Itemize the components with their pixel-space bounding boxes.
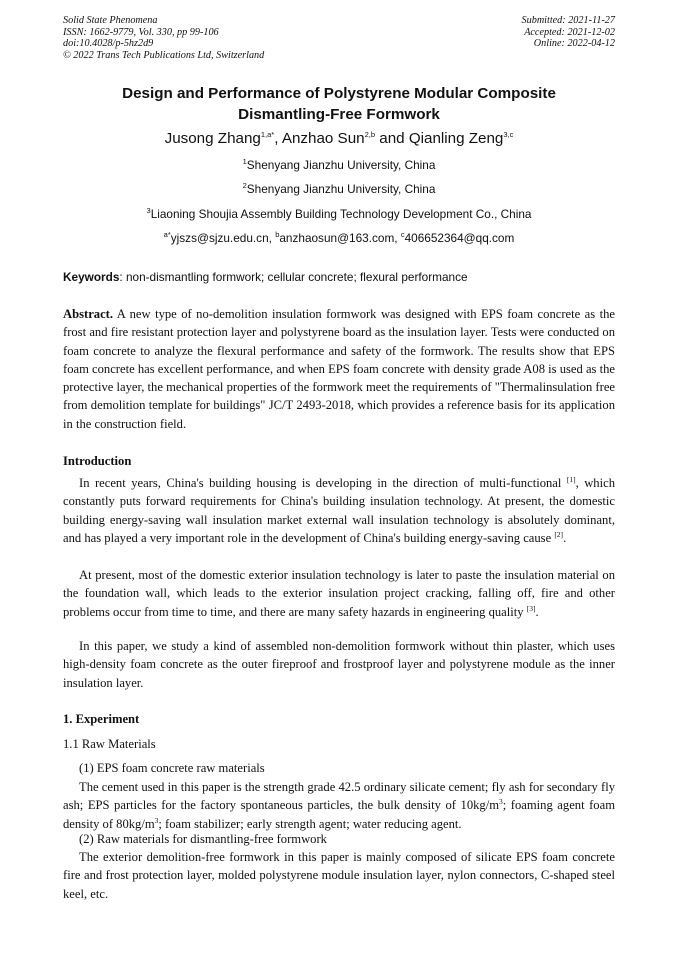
citation: [3]	[526, 603, 536, 613]
author-3: Qianling Zeng	[408, 130, 504, 147]
abstract-label: Abstract.	[63, 307, 114, 321]
paragraph-text: ; foaming agent foam density of 80kg/m	[63, 798, 615, 831]
keywords	[63, 270, 615, 284]
paragraph-text: In recent years, China's building housing is developing in the direction of multi-functional	[79, 476, 567, 490]
paper-title	[63, 83, 615, 125]
journal-copyright: © 2022 Trans Tech Publications Ltd, Switzerland	[63, 49, 265, 61]
affiliation-1	[63, 158, 615, 172]
online-date: Online: 2022-04-12	[533, 38, 615, 50]
paragraph-text: The cement used in this paper is the strength grade 42.5 ordinary silicate cement; fly ash for secondary fly ash; EPS particles for the factory spontaneous particles, the bulk density of 10kg/m	[63, 780, 615, 813]
email-marker: b	[275, 230, 280, 240]
title-line-2: Dismantling-Free Formwork	[238, 106, 440, 123]
affiliation-text: Shenyang Jianzhu University, China	[246, 182, 436, 196]
raw-materials-paragraph-1	[63, 778, 615, 833]
author-separator: and	[375, 130, 409, 147]
section-heading-experiment: 1. Experiment	[63, 712, 140, 726]
subsection-heading-raw-materials: 1.1 Raw Materials	[63, 737, 156, 751]
citation: [1]	[566, 474, 576, 484]
affiliation-2	[63, 182, 615, 196]
journal-issn: ISSN: 1662-9779, Vol. 330, pp 99-106	[63, 26, 219, 38]
author-1-marker: 1,a*	[260, 129, 275, 139]
intro-paragraph-2	[63, 566, 615, 621]
affiliation-text: Shenyang Jianzhu University, China	[246, 158, 436, 172]
affiliation-marker: 2	[242, 181, 247, 191]
journal-name: Solid State Phenomena	[63, 15, 158, 26]
affiliation-marker: 3	[146, 206, 151, 216]
author-1: Jusong Zhang	[164, 130, 261, 147]
paragraph-text: ; foam stabilizer; early strength agent; water reducing agent.	[158, 816, 462, 831]
paragraph-text: .	[535, 604, 539, 619]
journal-doi: doi:10.4028/p-5hz2d9	[63, 38, 154, 50]
author-3-marker: 3,c	[503, 129, 514, 139]
abstract-text: A new type of no-demolition insulation formwork was designed with EPS foam concrete as the frost and fire resistant protection layer and polystyrene board as the insulation layer. Tests were conducted on foam concrete to analyze the flexural performance and safety of the formwork. The results show that EPS foam concrete has excellent performance, and when EPS foam concrete with density grade A08 is used as the protective layer, the mechanical properties of the formwork meet the requirements of "Thermalinsulation free from demolition template for buildings" JC/T 2493-2018, which provides a reference basis for its application in the construction field.	[63, 307, 615, 431]
affiliation-3	[63, 207, 615, 221]
keywords-text: : non-dismantling formwork; cellular concrete; flexural performance	[119, 270, 468, 284]
abstract	[63, 305, 615, 433]
superscript: 3	[499, 797, 503, 807]
raw-materials-paragraph-2: The exterior demolition-free formwork in this paper is mainly composed of silicate EPS foam concrete fire and frost protection layer, molded polystyrene module insulation layer, nylon connectors, C-shaped steel keel, etc.	[63, 850, 615, 901]
author-2-marker: 2,b	[364, 129, 376, 139]
author-emails	[63, 231, 615, 245]
email-3: 406652364@qq.com	[404, 231, 515, 245]
paragraph-text: .	[563, 530, 567, 545]
email-marker: a*	[163, 230, 171, 240]
subsection-item-2: (2) Raw materials for dismantling-free formwork	[79, 832, 327, 846]
submitted-date: Submitted: 2021-11-27	[521, 15, 615, 26]
submission-dates	[522, 15, 615, 50]
section-heading-introduction: Introduction	[63, 454, 132, 468]
email-marker: c	[400, 230, 405, 240]
title-line-1: Design and Performance of Polystyrene Modular Composite	[122, 85, 556, 102]
email-2: anzhaosun@163.com,	[279, 231, 401, 245]
superscript: 3	[154, 815, 159, 825]
author-list	[63, 129, 615, 148]
affiliation-text: Liaoning Shoujia Assembly Building Technology Development Co., China	[150, 207, 532, 221]
author-separator: ,	[274, 130, 282, 147]
paragraph-text: , which constantly puts forward requirements for China's building insulation technology. At present, the domestic building energy-saving wall insulation market external wall insulation technology is absolutely dominant, and has played a very important role in the development of China's building energy-saving cause	[63, 476, 615, 545]
author-2: Anzhao Sun	[281, 130, 365, 147]
keywords-label: Keywords	[63, 270, 120, 284]
affiliation-marker: 1	[242, 157, 247, 167]
citation: [2]	[554, 529, 564, 539]
email-1: yjszs@sjzu.edu.cn,	[170, 231, 276, 245]
journal-info	[63, 15, 264, 61]
paragraph-text: At present, most of the domestic exterior insulation technology is later to paste the insulation material on the foundation wall, which leads to the exterior insulation project cracking, falling off, fire and other problems occur from time to time, and there are many safety hazards in engineering quality	[63, 568, 615, 619]
intro-paragraph-3: In this paper, we study a kind of assembled non-demolition formwork without thin plaster, which uses high-density foam concrete as the outer fireproof and frostproof layer and polystyrene module as the inner insulation layer.	[63, 639, 615, 690]
accepted-date: Accepted: 2021-12-02	[524, 26, 615, 38]
intro-paragraph-1	[63, 474, 615, 547]
subsection-item-1: (1) EPS foam concrete raw materials	[79, 761, 265, 775]
